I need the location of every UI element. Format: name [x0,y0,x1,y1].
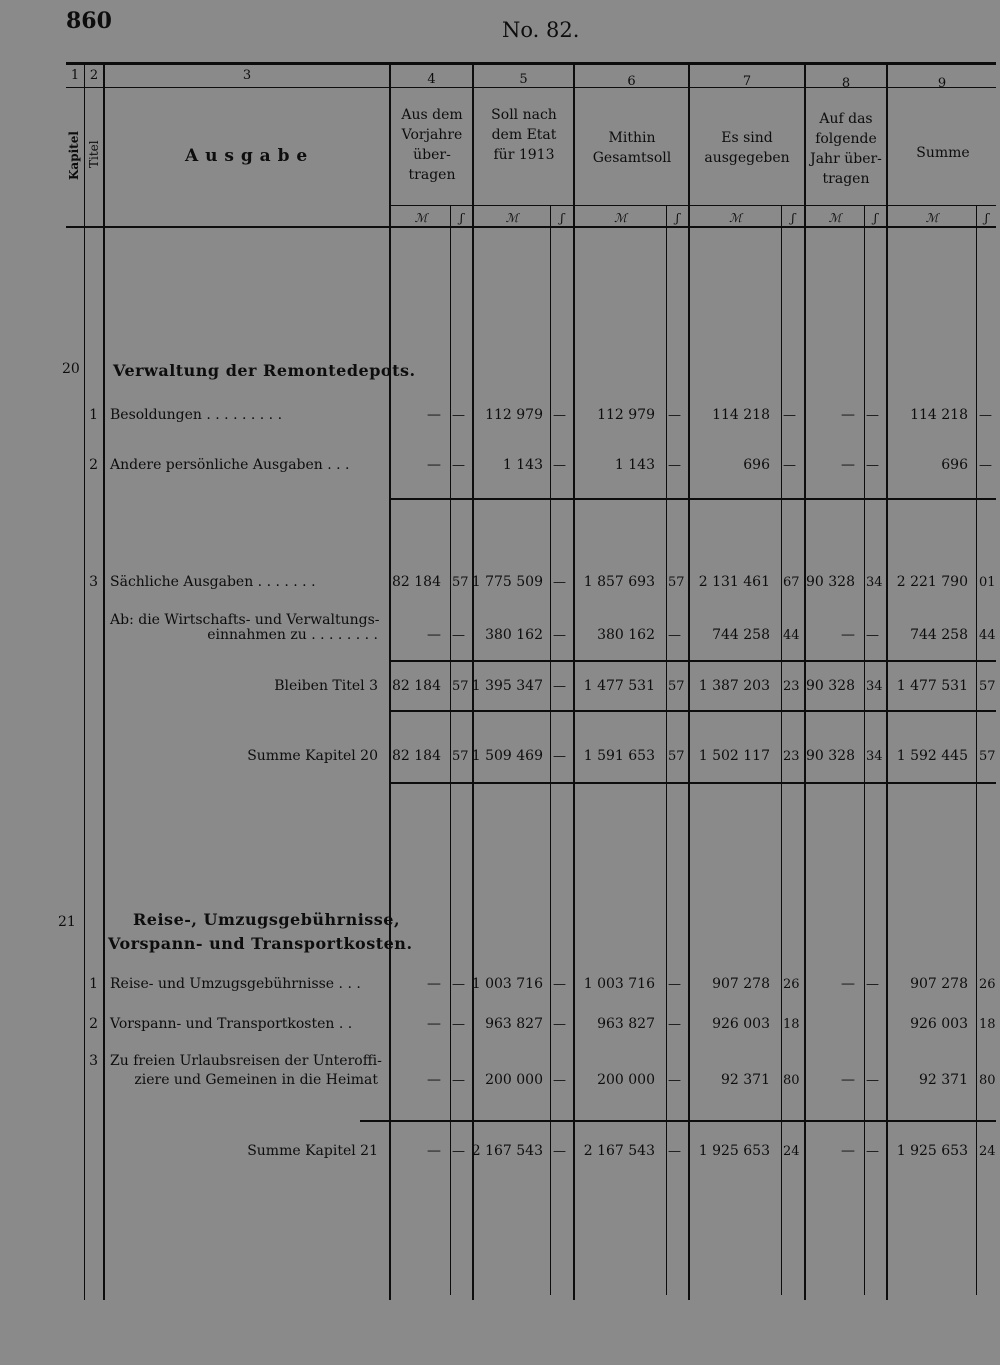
chapter-heading: Verwaltung der Remontedepots. [113,361,416,380]
cell-mark: 92 371 [919,1072,968,1088]
cell-pf: 34 [866,679,883,694]
cell-pf: 44 [783,628,800,643]
pf-divider-4 [450,205,451,1295]
cell-mark: 1 857 693 [583,574,655,590]
cell-pf: — [866,628,879,643]
cell-mark: 907 278 [712,976,770,992]
cell-mark: 82 184 [392,678,441,694]
cell-pf: — [668,977,681,992]
cell-pf: 24 [783,1144,800,1159]
chapter-heading-line2: Vorspann- und Transportkosten. [108,934,413,953]
row-label: Reise- und Umzugsgebührnisse . . . [110,976,361,992]
cell-mark: 90 328 [806,678,855,694]
cell-mark: — [841,627,855,643]
cell-mark: 2 167 543 [583,1143,655,1159]
cell-mark: 696 [743,457,770,473]
pf-divider-8 [864,205,865,1295]
cell-pf: — [553,628,566,643]
unit-mark-5: ℳ [505,211,519,225]
cell-pf: 57 [452,749,469,764]
cell-pf: — [979,408,992,423]
cell-pf: — [553,1017,566,1032]
cell-pf: 57 [979,679,996,694]
chapter-heading: Reise-, Umzugsgebührnisse, [133,910,401,929]
page-number: 860 [66,8,112,34]
cell-mark: — [427,457,441,473]
cell-pf: — [866,1073,879,1088]
cell-mark: 926 003 [712,1016,770,1032]
cell-pf: — [866,1144,879,1159]
cell-mark: 90 328 [806,748,855,764]
cell-pf: 80 [783,1073,800,1088]
colnum-8: 8 [841,76,851,91]
cell-mark: — [841,457,855,473]
cell-pf: — [452,458,465,473]
cell-mark: 696 [941,457,968,473]
cell-mark: 1 477 531 [896,678,968,694]
titel-number: 2 [89,457,98,473]
row-label: Zu freien Urlaubsreisen der Unteroffi- [110,1053,382,1069]
cell-mark: 1 775 509 [471,574,543,590]
cell-pf: — [553,1073,566,1088]
cell-pf: — [452,628,465,643]
cell-pf: 18 [783,1017,800,1032]
cell-pf: — [452,1073,465,1088]
colnum-3: 3 [242,68,252,83]
cell-pf: — [553,458,566,473]
cell-pf: — [668,1144,681,1159]
cell-mark: 2 167 543 [471,1143,543,1159]
cell-pf: 34 [866,749,883,764]
subtotal-rule-1 [390,498,996,500]
row-label-line2: einnahmen zu . . . . . . . . [207,627,378,643]
unit-pf-6: ʃ [675,211,680,225]
cell-pf: 57 [668,679,685,694]
cell-pf: 18 [979,1017,996,1032]
colnum-6: 6 [627,74,636,89]
cell-mark: 92 371 [721,1072,770,1088]
row-label: Besoldungen . . . . . . . . . [110,407,283,423]
page-title: No. 82. [502,18,580,42]
row-label: Ab: die Wirtschafts- und Verwaltungs- [110,612,380,628]
cell-pf: — [553,575,566,590]
cell-pf: — [668,1073,681,1088]
cell-pf: — [452,977,465,992]
cell-pf: 01 [979,575,996,590]
unit-mark-6: ℳ [614,211,627,225]
cell-mark: 963 827 [485,1016,543,1032]
cell-mark: 907 278 [910,976,968,992]
subtotal-rule-3 [390,710,996,712]
cell-pf: — [866,458,879,473]
col3-col4-divider [389,65,391,1300]
col2-col3-divider [103,65,105,1300]
cell-mark: — [841,407,855,423]
header-titel: Titel [87,140,101,168]
row-label: Summe Kapitel 21 [247,1143,378,1159]
header-col7: Es sind ausgegeben [704,130,790,166]
cell-pf: — [553,679,566,694]
cell-pf: 80 [979,1073,996,1088]
unit-pf-8: ʃ [873,211,878,225]
cell-mark: 1 143 [614,457,655,473]
cell-mark: 744 258 [910,627,968,643]
cell-pf: — [553,1144,566,1159]
cell-mark: 90 328 [806,574,855,590]
pf-divider-6 [666,205,667,1295]
unit-mark-7: ℳ [729,211,742,225]
col6-col7-divider [688,65,690,1300]
titel-number: 3 [89,1053,98,1069]
header-col8: Auf das folgende Jahr über- tragen [810,111,882,187]
cell-pf: — [866,977,879,992]
colnum-9: 9 [937,76,947,91]
cell-pf: 57 [452,575,469,590]
cell-mark: 1 143 [502,457,543,473]
cell-pf: — [668,458,681,473]
cell-mark: 1 509 469 [471,748,543,764]
titel-number: 1 [89,407,98,423]
cell-mark: 2 131 461 [698,574,770,590]
cell-pf: — [979,458,992,473]
header-col5: Soll nach dem Etat für 1913 [491,107,557,163]
cell-mark: — [841,1072,855,1088]
cell-pf: 23 [783,679,800,694]
cell-pf: 57 [452,679,469,694]
cell-pf: — [783,408,796,423]
cell-mark: 926 003 [910,1016,968,1032]
top-rule [66,62,996,65]
cell-mark: 1 477 531 [583,678,655,694]
colnum-7: 7 [742,74,752,89]
pf-divider-9 [976,205,977,1295]
colnum-2: 2 [89,68,99,83]
row-label: Vorspann- und Transportkosten . . [110,1016,353,1032]
cell-mark: 1 502 117 [698,748,770,764]
cell-mark: 1 925 653 [896,1143,968,1159]
colnum-5: 5 [519,72,528,87]
col1-col2-divider [84,65,85,1300]
cell-pf: — [553,408,566,423]
cell-mark: 1 591 653 [583,748,655,764]
cell-mark: 1 592 445 [896,748,968,764]
unit-pf-7: ʃ [791,211,795,225]
row-label-line2: ziere und Gemeinen in die Heimat [134,1072,378,1088]
chapter-end-rule [390,782,996,784]
cell-pf: — [553,977,566,992]
cell-pf: 57 [979,749,996,764]
cell-mark: 82 184 [392,574,441,590]
cell-mark: 380 162 [485,627,543,643]
cell-mark: — [841,976,855,992]
col8-col9-divider [886,65,888,1300]
cell-pf: — [452,408,465,423]
cell-pf: — [452,1144,465,1159]
cell-mark: — [427,1072,441,1088]
cell-pf: 34 [866,575,883,590]
cell-mark: — [427,407,441,423]
header-col9: Summe [916,145,970,161]
titel-number: 1 [89,976,98,992]
col5-col6-divider [573,65,575,1300]
cell-mark: 1 003 716 [583,976,655,992]
row-label: Bleiben Titel 3 [274,678,378,694]
unit-mark-4: ℳ [414,211,428,225]
cell-pf: 24 [979,1144,996,1159]
row-label: Summe Kapitel 20 [247,748,378,764]
cell-pf: 67 [783,575,800,590]
chapter-number: 21 [58,914,76,930]
cell-pf: — [553,749,566,764]
unit-pf-4: ʃ [459,211,464,225]
cell-mark: 1 925 653 [698,1143,770,1159]
colnum-1: 1 [70,68,80,83]
row-label: Sächliche Ausgaben . . . . . . . [110,574,316,590]
subtotal-rule-2 [390,660,996,662]
cell-pf: 26 [979,977,996,992]
unit-mark-9: ℳ [925,211,939,225]
unit-pf-5: ʃ [560,211,564,225]
cell-mark: 112 979 [597,407,655,423]
cell-pf: — [668,1017,681,1032]
cell-pf: — [866,408,879,423]
cell-mark: 380 162 [597,627,655,643]
cell-pf: — [668,628,681,643]
cell-pf: — [668,408,681,423]
cell-mark: 82 184 [392,748,441,764]
pf-divider-5 [550,205,551,1295]
cell-pf: — [452,1017,465,1032]
cell-mark: 1 387 203 [698,678,770,694]
cell-pf: 57 [668,575,685,590]
cell-mark: 112 979 [485,407,543,423]
cell-pf: 57 [668,749,685,764]
cell-mark: 200 000 [597,1072,655,1088]
chapter-number: 20 [62,361,80,377]
cell-pf: 26 [783,977,800,992]
cell-mark: 114 218 [910,407,968,423]
cell-mark: — [427,1016,441,1032]
header-bottom-rule [66,226,996,228]
cell-mark: — [427,1143,441,1159]
pf-divider-7 [781,205,782,1295]
cell-mark: 2 221 790 [896,574,968,590]
cell-mark: 1 003 716 [471,976,543,992]
header-kapitel: Kapitel [67,131,81,180]
subtotal-rule-4 [360,1120,996,1122]
titel-number: 3 [89,574,98,590]
header-col6: Mithin Gesamtsoll [592,130,672,166]
cell-mark: — [427,627,441,643]
cell-mark: 200 000 [485,1072,543,1088]
cell-mark: 963 827 [597,1016,655,1032]
cell-pf: 44 [979,628,996,643]
unit-pf-9: ʃ [984,211,989,225]
colnum-4: 4 [427,72,436,87]
header-ausgabe: A u s g a b e [185,146,308,166]
row-label: Andere persönliche Ausgaben . . . [110,457,350,473]
cell-mark: 744 258 [712,627,770,643]
cell-pf: 23 [783,749,800,764]
unit-rule [390,205,996,206]
titel-number: 2 [89,1016,98,1032]
cell-pf: — [783,458,796,473]
header-col4: Aus dem Vorjahre über- tragen [401,107,463,183]
cell-mark: — [841,1143,855,1159]
unit-mark-8: ℳ [828,211,842,225]
cell-mark: 114 218 [712,407,770,423]
cell-mark: — [427,976,441,992]
cell-mark: 1 395 347 [471,678,543,694]
